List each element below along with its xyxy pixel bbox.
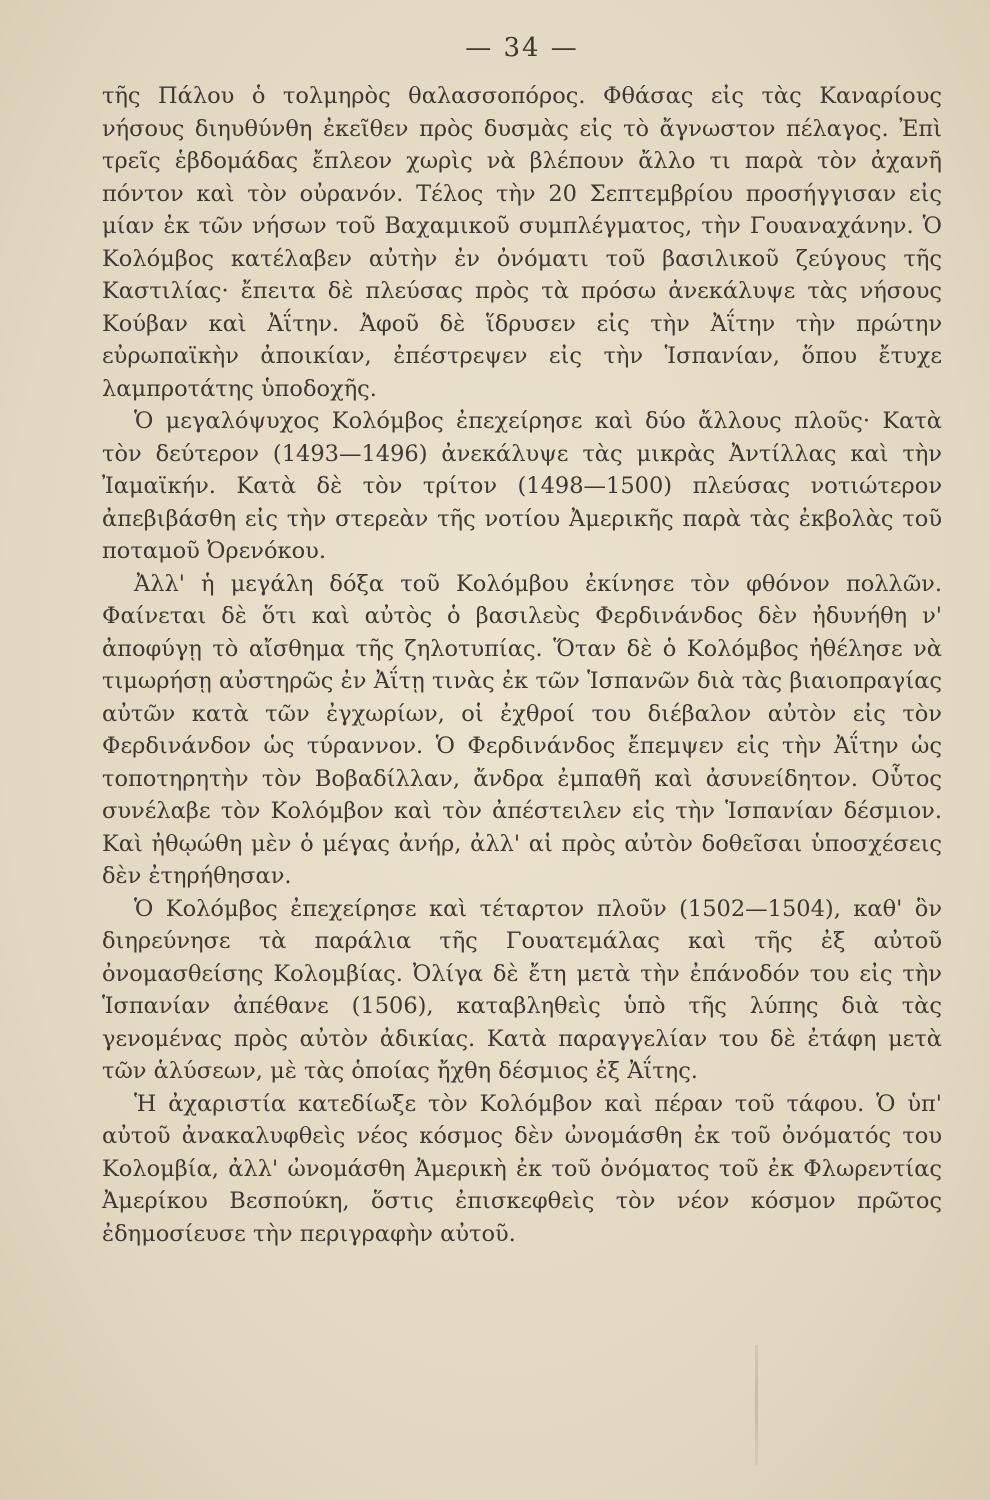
page-crease-mark: [755, 1345, 758, 1465]
book-page: [102, 30, 942, 1250]
paragraph-2: Ὁ μεγαλόψυχος Κολόμβος ἐπεχείρησε καὶ δύο ἄλλους πλοῦς· Κατὰ τὸν δεύτερον (1493—1496) ἀνεκάλυψε τὰς μικρὰς Ἀντίλλας καὶ τὴν Ἰαμαϊκήν. Κατὰ δὲ τὸν τρίτον (1498—1500) πλεύσας νοτιώτερον ἀπεβιβάσθη εἰς τὴν στερεὰν τῆς νοτίου Ἀμερικῆς παρὰ τὰς ἐκβολὰς τοῦ ποταμοῦ Ὀρενόκου.: [102, 408, 942, 564]
paragraph-4: Ὁ Κολόμβος ἐπεχείρησε καὶ τέταρτον πλοῦν (1502—1504), καθ' ὃν διηρεύνησε τὰ παράλια τῆς Γουατεμάλας καὶ τῆς ἐξ αὐτοῦ ὀνομασθείσης Κολομβίας. Ὀλίγα δὲ ἔτη μετὰ τὴν ἐπάνοδόν του εἰς τὴν Ἱσπανίαν ἀπέθανε (1506), καταβληθεὶς ὑπὸ τῆς λύπης διὰ τὰς γενομένας πρὸς αὐτὸν ἀδικίας. Κατὰ παραγγελίαν του δὲ ἐτάφη μετὰ τῶν ἁλύσεων, μὲ τὰς ὁποίας ἤχθη δέσμιος ἐξ Ἀΐτης.: [102, 895, 942, 1084]
paragraph-1: τῆς Πάλου ὁ τολμηρὸς θαλασσοπόρος. Φθάσας εἰς τὰς Καναρίους νήσους διηυθύνθη ἐκεῖθεν πρὸς δυσμὰς εἰς τὸ ἄγνωστον πέλαγος. Ἐπὶ τρεῖς ἑβδομάδας ἔπλεον χωρὶς νὰ βλέπουν ἄλλο τι παρὰ τὸν ἀχανῆ πόντον καὶ τὸν οὐρανόν. Τέλος τὴν 20 Σεπτεμβρίου προσήγγισαν εἰς μίαν ἐκ τῶν νήσων τοῦ Βαχαμικοῦ συμπλέγματος, τὴν Γουαναχάνην. Ὁ Κολόμβος κατέλαβεν αὐτὴν ἐν ὀνόματι τοῦ βασιλικοῦ ζεύγους τῆς Καστιλίας· ἔπειτα δὲ πλεύσας πρὸς τὰ πρόσω ἀνεκάλυψε τὰς νήσους Κούβαν καὶ Ἀΐτην. Ἀφοῦ δὲ ἵδρυσεν εἰς τὴν Ἀΐτην τὴν πρώτην εὐρωπαϊκὴν ἀποικίαν, ἐπέστρεψεν εἰς τὴν Ἱσπανίαν, ὅπου ἔτυχε λαμπροτάτης ὑποδοχῆς.: [102, 83, 942, 402]
paragraph-3: Ἀλλ' ἡ μεγάλη δόξα τοῦ Κολόμβου ἐκίνησε τὸν φθόνον πολλῶν. Φαίνεται δὲ ὅτι καὶ αὐτὸς ὁ βασιλεὺς Φερδινάνδος δὲν ἠδυνήθη ν' ἀποφύγῃ τὸ αἴσθημα τῆς ζηλοτυπίας. Ὅταν δὲ ὁ Κολόμβος ἠθέλησε νὰ τιμωρήσῃ αὐστηρῶς ἐν Ἀΐτῃ τινὰς ἐκ τῶν Ἱσπανῶν διὰ τὰς βιαιοπραγίας αὐτῶν κατὰ τῶν ἐγχωρίων, οἱ ἐχθροί του διέβαλον αὐτὸν εἰς τὸν Φερδινάνδον ὡς τύραννον. Ὁ Φερδινάνδος ἔπεμψεν εἰς τὴν Ἀΐτην ὡς τοποτηρητὴν τὸν Βοβαδίλλαν, ἄνδρα ἐμπαθῆ καὶ ἀσυνείδητον. Οὗτος συνέλαβε τὸν Κολόμβον καὶ τὸν ἀπέστειλεν εἰς τὴν Ἱσπανίαν δέσμιον. Καὶ ἠθῳώθη μὲν ὁ μέγας ἀνήρ, ἀλλ' αἱ πρὸς αὐτὸν δοθεῖσαι ὑποσχέσεις δὲν ἐτηρήθησαν.: [102, 570, 942, 889]
page-number: — 34 —: [465, 33, 579, 63]
paragraph-5: Ἡ ἀχαριστία κατεδίωξε τὸν Κολόμβον καὶ πέραν τοῦ τάφου. Ὁ ὑπ' αὐτοῦ ἀνακαλυφθεὶς νέος κόσμος δὲν ὠνομάσθη ἐκ τοῦ ὀνόματός του Κολομβία, ἀλλ' ὠνομάσθη Ἀμερικὴ ἐκ τοῦ ὀνόματος τοῦ ἐκ Φλωρεντίας Ἀμερίκου Βεσπούκη, ὅστις ἐπισκεφθεὶς τὸν νέον κόσμον πρῶτος ἐδημοσίευσε τὴν περιγραφὴν αὐτοῦ.: [102, 1090, 942, 1247]
